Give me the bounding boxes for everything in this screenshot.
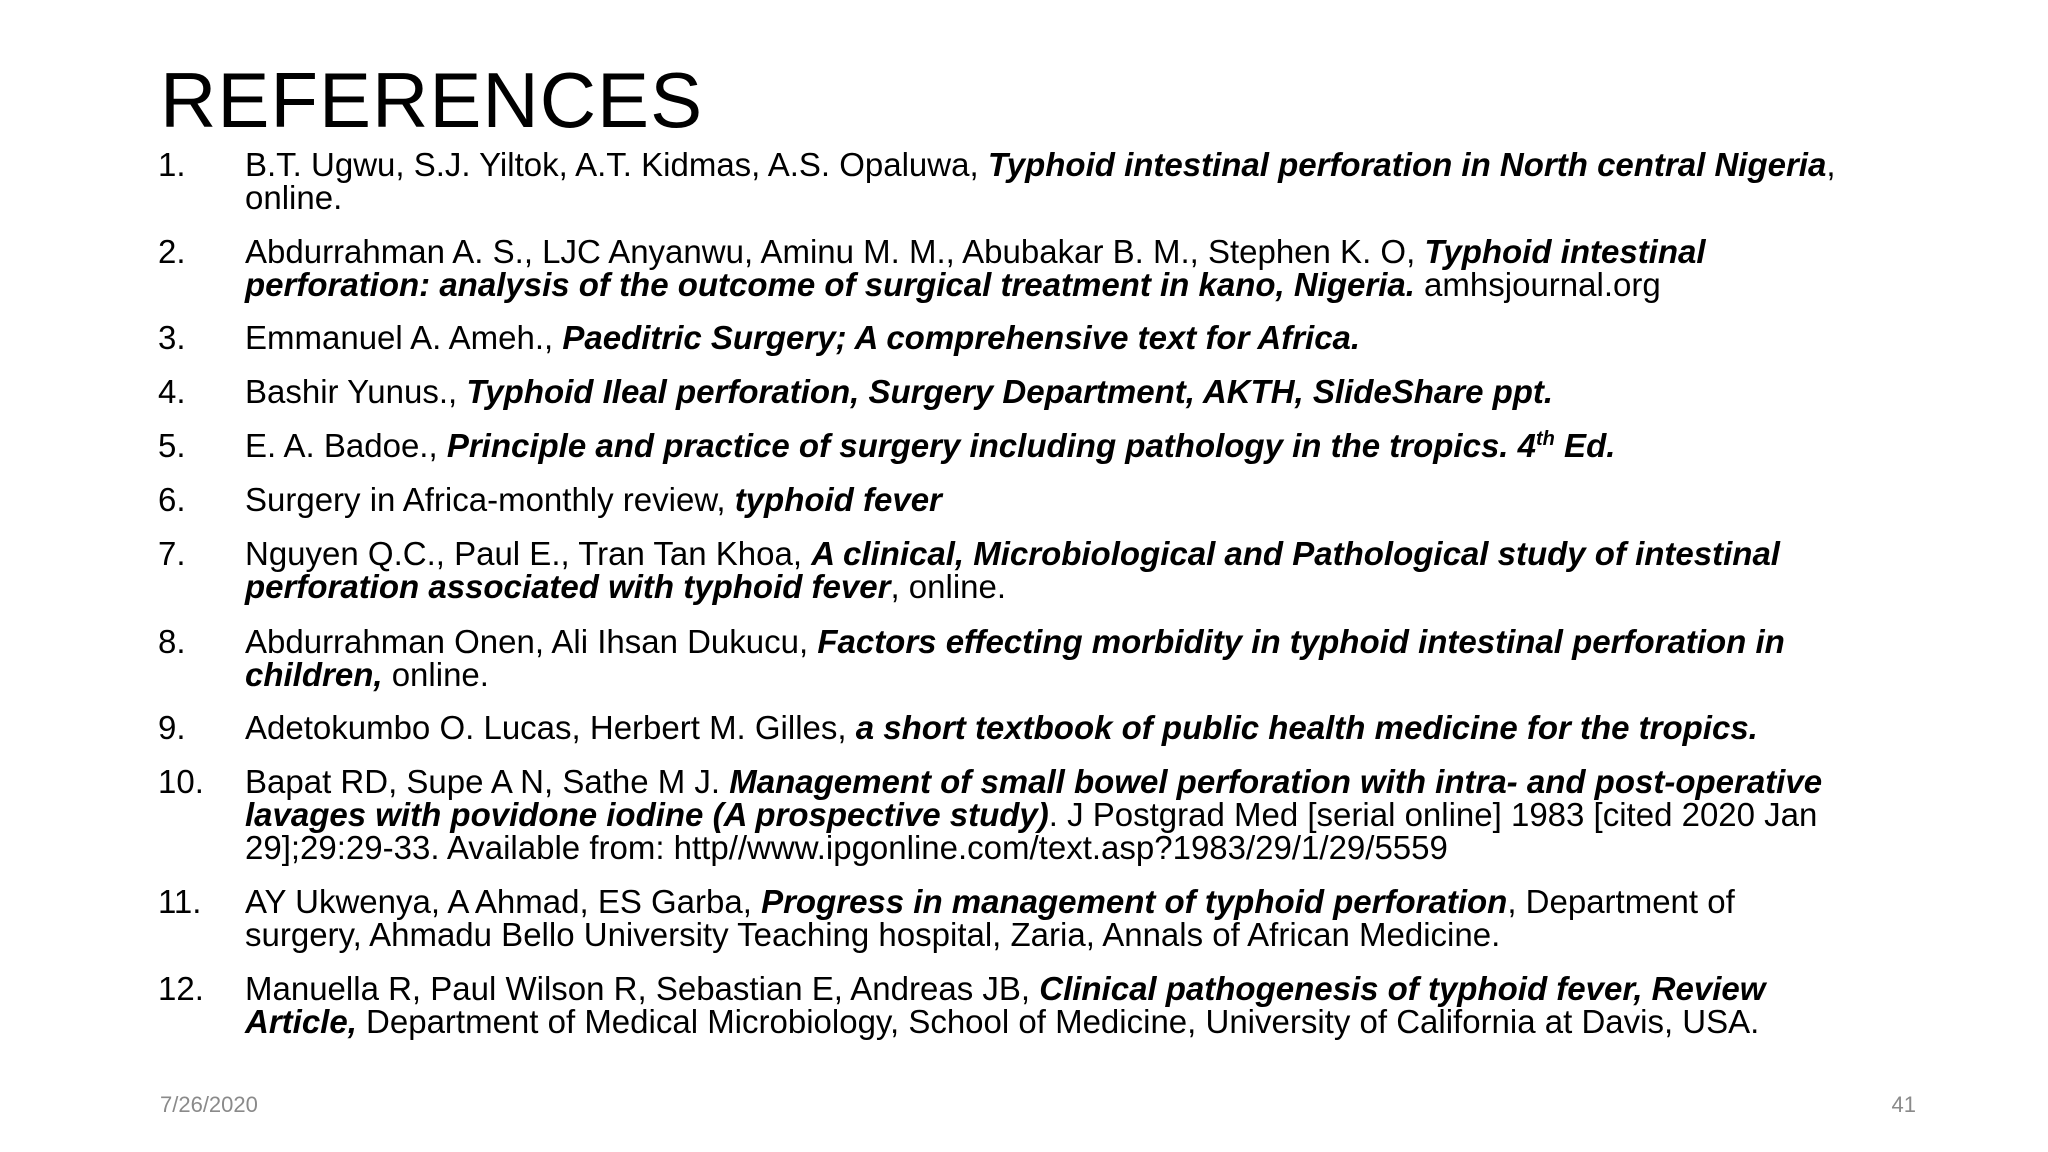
- reference-number: 5.: [158, 427, 186, 464]
- reference-title: A clinical, Microbiological and Pathological study of intestinal: [811, 535, 1780, 572]
- reference-number: 2.: [158, 233, 186, 270]
- reference-source: amhsjournal.org: [1414, 266, 1661, 303]
- reference-source: online.: [245, 179, 343, 216]
- reference-authors: Abdurrahman A. S., LJC Anyanwu, Aminu M. M., Abubakar B. M., Stephen K. O,: [245, 233, 1425, 270]
- reference-text: [245, 483, 1925, 516]
- reference-source: . J Postgrad Med [serial online] 1983 [cited 2020 Jan: [1048, 796, 1818, 833]
- reference-text: [245, 235, 1925, 301]
- reference-title: typhoid fever: [734, 481, 942, 518]
- reference-text: [245, 537, 1925, 603]
- reference-title: Article,: [245, 1003, 357, 1040]
- reference-title: children,: [245, 656, 383, 693]
- reference-authors: Surgery in Africa-monthly review,: [245, 481, 735, 518]
- reference-source: surgery, Ahmadu Bello University Teaching hospital, Zaria, Annals of African Medicine.: [245, 916, 1501, 953]
- reference-text: [245, 885, 1925, 951]
- reference-edition: Ed.: [1554, 427, 1616, 464]
- reference-title: Paeditric Surgery; A comprehensive text for Africa.: [562, 319, 1361, 356]
- reference-text: [245, 429, 1925, 462]
- reference-number: 3.: [158, 319, 186, 356]
- reference-source: Department of Medical Microbiology, School of Medicine, University of California at Davis, USA.: [356, 1003, 1760, 1040]
- reference-authors: Bashir Yunus.,: [245, 373, 467, 410]
- reference-number: 4.: [158, 373, 186, 410]
- reference-title: Clinical pathogenesis of typhoid fever, Review: [1039, 970, 1766, 1007]
- reference-authors: Nguyen Q.C., Paul E., Tran Tan Khoa,: [245, 535, 812, 572]
- reference-title: Typhoid intestinal perforation in North central Nigeria: [987, 146, 1827, 183]
- footer-page-number: 41: [1891, 1092, 1916, 1117]
- footer-date: 7/26/2020: [160, 1092, 258, 1117]
- reference-title: Typhoid intestinal: [1424, 233, 1706, 270]
- reference-text: [245, 972, 1925, 1038]
- reference-number: 9.: [158, 709, 186, 746]
- reference-title: perforation associated with typhoid fever: [245, 568, 891, 605]
- reference-source: , online.: [890, 568, 1007, 605]
- reference-superscript: th: [1536, 428, 1555, 450]
- reference-title: Management of small bowel perforation with intra- and post-operative: [729, 763, 1823, 800]
- reference-text: [245, 148, 1925, 214]
- reference-source: online.: [382, 656, 489, 693]
- reference-authors: Manuella R, Paul Wilson R, Sebastian E, Andreas JB,: [245, 970, 1040, 1007]
- reference-title: Factors effecting morbidity in typhoid intestinal perforation in: [817, 623, 1785, 660]
- reference-number: 1.: [158, 146, 186, 183]
- reference-authors: Abdurrahman Onen, Ali Ihsan Dukucu,: [245, 623, 818, 660]
- reference-title: Typhoid Ileal perforation, Surgery Department, AKTH, SlideShare ppt.: [466, 373, 1554, 410]
- reference-text: [245, 711, 1925, 744]
- reference-title: Principle and practice of surgery including pathology in the tropics. 4: [446, 427, 1536, 464]
- reference-text: [245, 375, 1925, 408]
- reference-number: 7.: [158, 535, 186, 572]
- reference-source: ,: [1826, 146, 1836, 183]
- reference-number: 10.: [158, 763, 204, 800]
- reference-number: 12.: [158, 970, 204, 1007]
- reference-text: [245, 625, 1925, 691]
- reference-text: [245, 321, 1925, 354]
- reference-authors: B.T. Ugwu, S.J. Yiltok, A.T. Kidmas, A.S. Opaluwa,: [245, 146, 988, 183]
- reference-source: 29];29:29-33. Available from: http//www.ipgonline.com/text.asp?1983/29/1/29/5559: [245, 829, 1448, 866]
- reference-title: perforation: analysis of the outcome of surgical treatment in kano, Nigeria.: [245, 266, 1415, 303]
- reference-authors: E. A. Badoe.,: [245, 427, 447, 464]
- reference-authors: AY Ukwenya, A Ahmad, ES Garba,: [245, 883, 762, 920]
- reference-title: a short textbook of public health medicine for the tropics.: [855, 709, 1758, 746]
- slide-title: REFERENCES: [160, 56, 704, 144]
- reference-number: 6.: [158, 481, 186, 518]
- reference-title: Progress in management of typhoid perforation: [761, 883, 1508, 920]
- reference-number: 11.: [158, 883, 202, 920]
- reference-title: lavages with povidone iodine (A prospective study): [245, 796, 1049, 833]
- reference-authors: Emmanuel A. Ameh.,: [245, 319, 563, 356]
- reference-number: 8.: [158, 623, 186, 660]
- reference-authors: Bapat RD, Supe A N, Sathe M J.: [245, 763, 730, 800]
- reference-source: , Department of: [1507, 883, 1735, 920]
- reference-authors: Adetokumbo O. Lucas, Herbert M. Gilles,: [245, 709, 856, 746]
- reference-text: [245, 765, 1925, 864]
